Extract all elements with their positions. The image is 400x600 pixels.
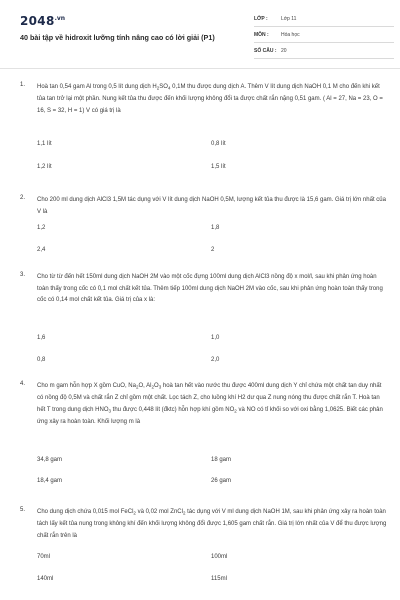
- meta-label: MÔN :: [254, 31, 269, 38]
- question-text: [37, 195, 387, 218]
- subscript: 2: [133, 510, 136, 516]
- option-d[interactable]: 26 gam: [211, 478, 232, 484]
- document-title: 40 bài tập về hidroxit lưỡng tính nâng cao có lời giải (P1): [20, 33, 215, 42]
- option-d[interactable]: 2,0: [211, 357, 220, 363]
- question-text-run: tác dụng với V ml dung dịch NaOH 1M, sau khi phản ứng xảy ra hoàn toàn tách lấy kết tủa nung trong không khí đến khối lượng không đổi được 1,605 gam chất rắn. Giá trị lớn nhất của V để thu được lượng chất rắn trên là: [37, 509, 387, 539]
- option-c[interactable]: 1,2 lít: [37, 164, 52, 170]
- question-number: 2.: [20, 195, 26, 201]
- meta-label: SỐ CÂU :: [254, 47, 277, 54]
- question-text: [37, 272, 387, 307]
- site-logo[interactable]: [20, 14, 65, 28]
- question-text-run: Hoà tan 0,54 gam Al trong 0,5 lít dung dịch H: [37, 84, 157, 90]
- option-b[interactable]: 18 gam: [211, 457, 232, 463]
- question-text-run: O: [154, 383, 159, 389]
- question-text-run: Cho từ từ đến hết 150ml dung dịch NaOH 2M vào một cốc đựng 100ml dung dịch AlCl3 nồng độ x mol/l, sau khi phản ứng hoàn toàn thấy trong cốc có 0,1 mol chất kết tủa. Thêm tiếp 100ml dung dịch NaOH 2M vào cốc, sau khi phản ứng hoàn toàn thấy trong cốc có 0,14 mol chất kết tủa. Giá trị của x là:: [37, 274, 383, 303]
- question-text-run: SO: [159, 84, 168, 90]
- subscript: 3: [158, 384, 162, 390]
- question-number: 1.: [20, 82, 26, 88]
- question-number: 4.: [20, 381, 26, 387]
- option-d[interactable]: 2: [211, 247, 215, 253]
- meta-row-subject: [254, 27, 394, 43]
- question-text-run: Cho dung dịch chứa 0,015 mol FeCl: [37, 509, 134, 515]
- subscript: 3: [108, 408, 112, 413]
- header-divider: [0, 68, 400, 69]
- meta-row-count: [254, 43, 394, 59]
- question-text-run: Cho 200 ml dung dịch AlCl3 1,5M tác dụng với V lít dung dịch NaOH 0,5M, lượng kết tủa thu được là 15,6 gam. Giá trị lớn nhất của V là: [37, 197, 386, 215]
- option-c[interactable]: 140ml: [37, 576, 54, 582]
- option-d[interactable]: 1,5 lít: [211, 164, 226, 170]
- option-a[interactable]: 1,1 lít: [37, 141, 52, 147]
- question-number: 5.: [20, 507, 26, 513]
- subscript: 2: [135, 384, 139, 390]
- option-b[interactable]: 1,0: [211, 335, 220, 341]
- option-b[interactable]: 0,8 lít: [211, 141, 226, 147]
- option-a[interactable]: 1,2: [37, 225, 46, 231]
- meta-row-class: [254, 11, 394, 27]
- question-text: [37, 82, 387, 117]
- option-c[interactable]: 0,8: [37, 357, 46, 363]
- page-header: [0, 0, 400, 62]
- logo-text: 2048: [20, 14, 55, 28]
- question-text-run: và 0,02 mol ZnCl: [135, 509, 183, 515]
- option-a[interactable]: 34,8 gam: [37, 457, 63, 463]
- meta-value: Lớp 11: [281, 15, 297, 22]
- subscript: 2: [156, 85, 160, 91]
- option-c[interactable]: 18,4 gam: [37, 478, 63, 484]
- option-b[interactable]: 1,8: [211, 225, 220, 231]
- question-text-run: hoà tan hết vào nước thu được 400ml dung dịch Y chỉ chứa một chất tan duy nhất có nồng độ 0,5M và chất rắn Z chỉ gồm một chất. Lọc tách Z, cho luồng khí H2 dư qua Z nung nóng thu được chất rắn T. Hoà tan hết T trong dung dịch HNO: [37, 383, 382, 413]
- subscript: 2: [151, 384, 155, 390]
- option-d[interactable]: 115ml: [211, 576, 227, 582]
- question-text-run: và NO có tỉ khối so với oxi bằng 1,0625. Biết các phản ứng xảy ra hoàn toàn. Khối lượng m là: [37, 406, 383, 425]
- question-text: [37, 507, 387, 542]
- meta-label: LỚP :: [254, 15, 268, 22]
- question-text-run: Cho m gam hỗn hợp X gồm CuO, Na: [37, 383, 136, 389]
- document-meta: [254, 11, 394, 59]
- option-b[interactable]: 100ml: [211, 554, 228, 560]
- meta-value: 20: [281, 47, 287, 54]
- subscript: 2: [182, 510, 186, 516]
- question-text-run: thu được 0,448 lít (đktc) hỗn hợp khí gồm NO: [111, 406, 235, 413]
- question-number: 3.: [20, 272, 26, 278]
- subscript: 2: [234, 408, 237, 413]
- question-text: [37, 381, 387, 428]
- question-text-run: O, Al: [138, 383, 152, 389]
- subscript: 4: [167, 85, 171, 91]
- option-a[interactable]: 70ml: [37, 554, 51, 560]
- question-text-run: 0,1M thu được dung dịch A. Thêm V lít dung dịch NaOH 0,1 M cho đến khi kết tủa tan trở lại một phần. Nung kết tủa thu được đến khối lượng không đổi ta được chất rắn nặng 0,51 gam. ( Al = 27, Na = 23, O = 16, S = 32, H = 1) V có giá trị là: [37, 84, 383, 114]
- logo-suffix: .vn: [54, 15, 66, 22]
- option-a[interactable]: 1,6: [37, 335, 46, 341]
- option-c[interactable]: 2,4: [37, 247, 46, 253]
- meta-value: Hóa học: [281, 31, 300, 38]
